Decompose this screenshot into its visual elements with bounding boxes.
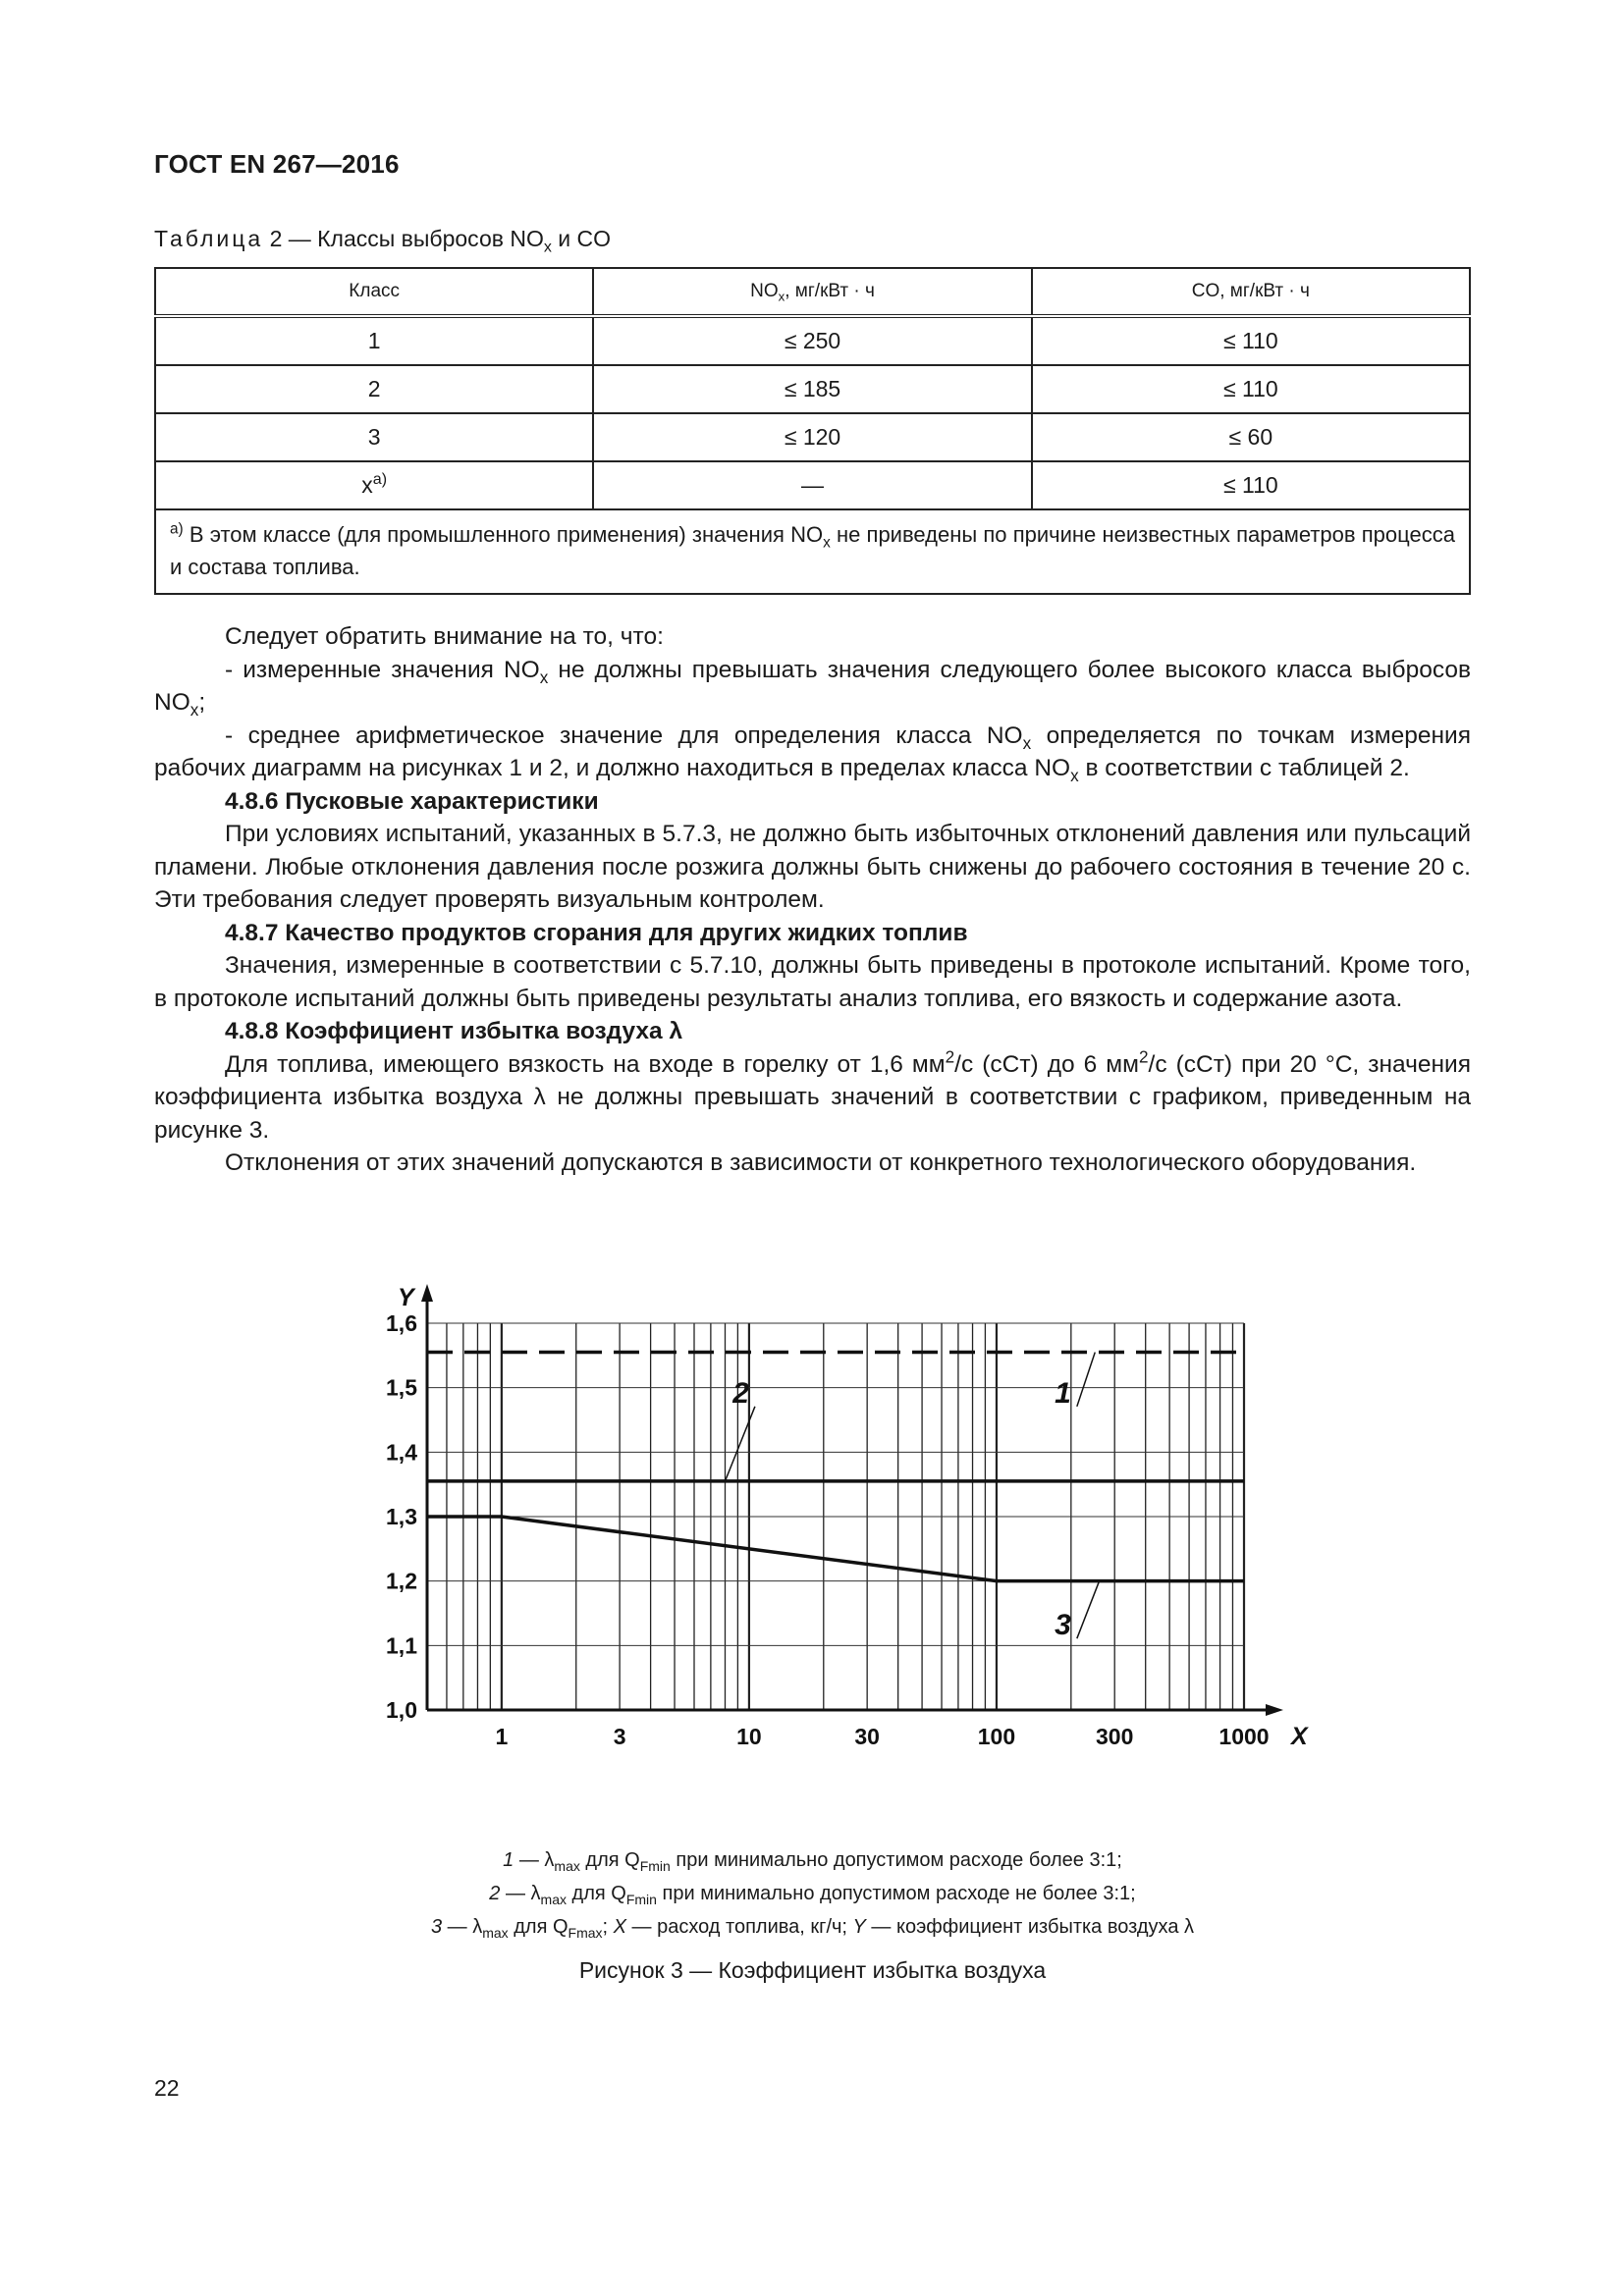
x-tick-label: 10 — [736, 1724, 762, 1749]
header-nox-sub: x — [778, 289, 785, 304]
cell-co: ≤ 60 — [1032, 413, 1470, 461]
cell-class-text: x — [361, 472, 373, 498]
text: Y — [852, 1916, 866, 1938]
cell-co: ≤ 110 — [1032, 316, 1470, 365]
sub: max — [540, 1891, 567, 1907]
text: X — [613, 1916, 626, 1938]
sub: x — [1022, 732, 1032, 753]
table-caption-sub: x — [543, 238, 552, 256]
cell-class: 2 — [155, 365, 593, 413]
cell-class: 1 — [155, 316, 593, 365]
text: ; — [198, 689, 206, 716]
text: — λ — [442, 1916, 483, 1938]
y-axis-label: Y — [398, 1284, 414, 1311]
y-axis-arrow — [421, 1284, 433, 1302]
text: определяется по точкам измерения рабочих диаграмм на рисунках 1 и 2, и должно находиться в пределах класса NO — [154, 721, 1471, 781]
x-axis-label: X — [1291, 1723, 1308, 1750]
sub: max — [554, 1857, 580, 1874]
table-header-row — [155, 268, 1470, 316]
sub: max — [482, 1924, 509, 1941]
table-caption-end: и CO — [551, 226, 612, 251]
paragraph — [154, 1048, 1471, 1148]
x-tick-label: 300 — [1096, 1724, 1134, 1749]
emissions-table — [154, 267, 1471, 595]
series-line-3 — [427, 1517, 1244, 1581]
text: для Q — [508, 1916, 568, 1938]
x-tick-label: 100 — [977, 1724, 1016, 1749]
text: /с (сСт) до 6 мм — [954, 1050, 1139, 1078]
table-caption-word: Таблица — [154, 226, 264, 251]
cell-nox: ≤ 250 — [593, 316, 1031, 365]
body-text — [154, 620, 1471, 1180]
cell-co: ≤ 110 — [1032, 461, 1470, 509]
x-tick-label: 30 — [854, 1724, 880, 1749]
document-header: ГОСТ EN 267—2016 — [154, 149, 400, 179]
sub: x — [189, 700, 199, 720]
y-tick-label: 1,3 — [386, 1504, 417, 1529]
text: Для топлива, имеющего вязкость на входе в горелку от 1,6 мм — [225, 1050, 946, 1078]
footnote-mark: а) — [170, 520, 184, 538]
x-tick-label: 3 — [613, 1724, 626, 1749]
cell-nox: ≤ 120 — [593, 413, 1031, 461]
y-tick-label: 1,0 — [386, 1697, 417, 1723]
table-row — [155, 413, 1470, 461]
cell-nox: — — [593, 461, 1031, 509]
paragraph: Отклонения от этих значений допускаются в зависимости от конкретного технологического оборудования. — [225, 1149, 1417, 1176]
sup: 2 — [945, 1046, 955, 1067]
footnote-text-1: В этом классе (для промышленного применения) значения NO — [183, 522, 824, 547]
y-tick-label: 1,1 — [386, 1632, 417, 1659]
text: /с (сСт) при 20 °С, значения коэффициента избытка воздуха λ не должны превышать значений в соответствии с графиком, приведенным на рисунке 3. — [154, 1050, 1471, 1144]
cell-co: ≤ 110 — [1032, 365, 1470, 413]
legend-line-1 — [154, 1843, 1471, 1877]
sub: Fmin — [625, 1891, 657, 1907]
paragraph — [154, 654, 1471, 720]
text: при минимально допустимом расходе более 3:1; — [670, 1849, 1122, 1871]
legend-num: 3 — [430, 1916, 443, 1938]
header-co: CO, мг/кВт · ч — [1032, 268, 1470, 316]
header-nox — [593, 268, 1031, 316]
series-callout-line — [1077, 1581, 1100, 1639]
sup: 2 — [1138, 1046, 1149, 1067]
sub: Fmin — [639, 1857, 671, 1874]
text: в соответствии с таблицей 2. — [1078, 755, 1410, 781]
section-heading: 4.8.8 Коэффициент избытка воздуха λ — [225, 1018, 683, 1044]
text: не должны превышать значения следующего более высокого класса выбросов NO — [154, 656, 1471, 716]
cell-class — [155, 461, 593, 509]
section-heading: 4.8.6 Пусковые характеристики — [225, 787, 599, 815]
x-tick-label: 1000 — [1218, 1724, 1270, 1749]
y-tick-label: 1,6 — [386, 1310, 417, 1336]
text: — коэффициент избытка воздуха λ — [865, 1916, 1195, 1938]
series-callout-line — [1077, 1353, 1095, 1407]
page-number: 22 — [154, 2075, 180, 2101]
cell-class-sup: а) — [372, 470, 388, 489]
legend-line-3 — [154, 1910, 1471, 1944]
section-heading: 4.8.7 Качество продуктов сгорания для других жидких топлив — [225, 919, 968, 946]
lambda-chart — [373, 1276, 1316, 1767]
paragraph: Следует обратить внимание на то, что: — [225, 623, 664, 650]
text: для Q — [567, 1883, 626, 1904]
table-footnote-row — [155, 509, 1470, 594]
table-row — [155, 365, 1470, 413]
y-tick-label: 1,2 — [386, 1568, 417, 1594]
text: при минимально допустимом расходе не более 3:1; — [656, 1883, 1136, 1904]
text: для Q — [579, 1849, 640, 1871]
footnote-text-2: не приведены по причине неизвестных параметров процесса и состава топлива. — [170, 522, 1455, 579]
text: — расход топлива, кг/ч; — [625, 1916, 853, 1938]
x-axis-arrow — [1266, 1704, 1283, 1716]
text: - среднее арифметическое значение для определения класса NO — [225, 721, 1023, 749]
table-caption — [154, 226, 612, 256]
y-tick-label: 1,4 — [386, 1439, 417, 1466]
text: — λ — [500, 1883, 541, 1904]
table-caption-text: 2 — Классы выбросов NO — [263, 226, 544, 251]
sub: x — [539, 667, 549, 687]
text: ; — [602, 1916, 614, 1938]
sub: Fmax — [568, 1924, 603, 1941]
paragraph: Значения, измеренные в соответствии с 5.7.10, должны быть приведены в протоколе испытаний. Кроме того, в протоколе испытаний должны быть приведены результаты анализ топлива, его вязкость и содержание азота. — [154, 952, 1471, 1012]
sub: x — [1070, 766, 1079, 785]
table-row — [155, 316, 1470, 365]
header-nox-post: , мг/кВт · ч — [785, 281, 875, 301]
text: — λ — [514, 1849, 555, 1871]
legend-num: 1 — [503, 1849, 514, 1871]
series-label-1: 1 — [1055, 1376, 1071, 1410]
header-class: Класс — [155, 268, 593, 316]
series-callout-line — [725, 1407, 754, 1481]
text: - измеренные значения NO — [225, 656, 540, 683]
paragraph — [154, 720, 1471, 785]
table-row — [155, 461, 1470, 509]
y-tick-label: 1,5 — [386, 1374, 417, 1401]
legend-num: 2 — [489, 1883, 501, 1904]
cell-nox: ≤ 185 — [593, 365, 1031, 413]
legend-line-2 — [154, 1877, 1471, 1910]
paragraph: При условиях испытаний, указанных в 5.7.3, не должно быть избыточных отклонений давления или пульсаций пламени. Любые отклонения давления после розжига должны быть снижены до рабочего состояния в течение 20 с. Эти требования следует проверять визуальным контролем. — [154, 821, 1471, 913]
header-nox-pre: NO — [750, 281, 779, 301]
series-label-3: 3 — [1055, 1609, 1071, 1642]
figure-legend — [154, 1843, 1471, 1944]
footnote-sub: x — [823, 534, 831, 552]
figure-caption: Рисунок 3 — Коэффициент избытка воздуха — [578, 1957, 1047, 1983]
table-footnote — [155, 509, 1470, 594]
series-label-2: 2 — [732, 1376, 749, 1410]
x-tick-label: 1 — [495, 1724, 509, 1749]
cell-class: 3 — [155, 413, 593, 461]
